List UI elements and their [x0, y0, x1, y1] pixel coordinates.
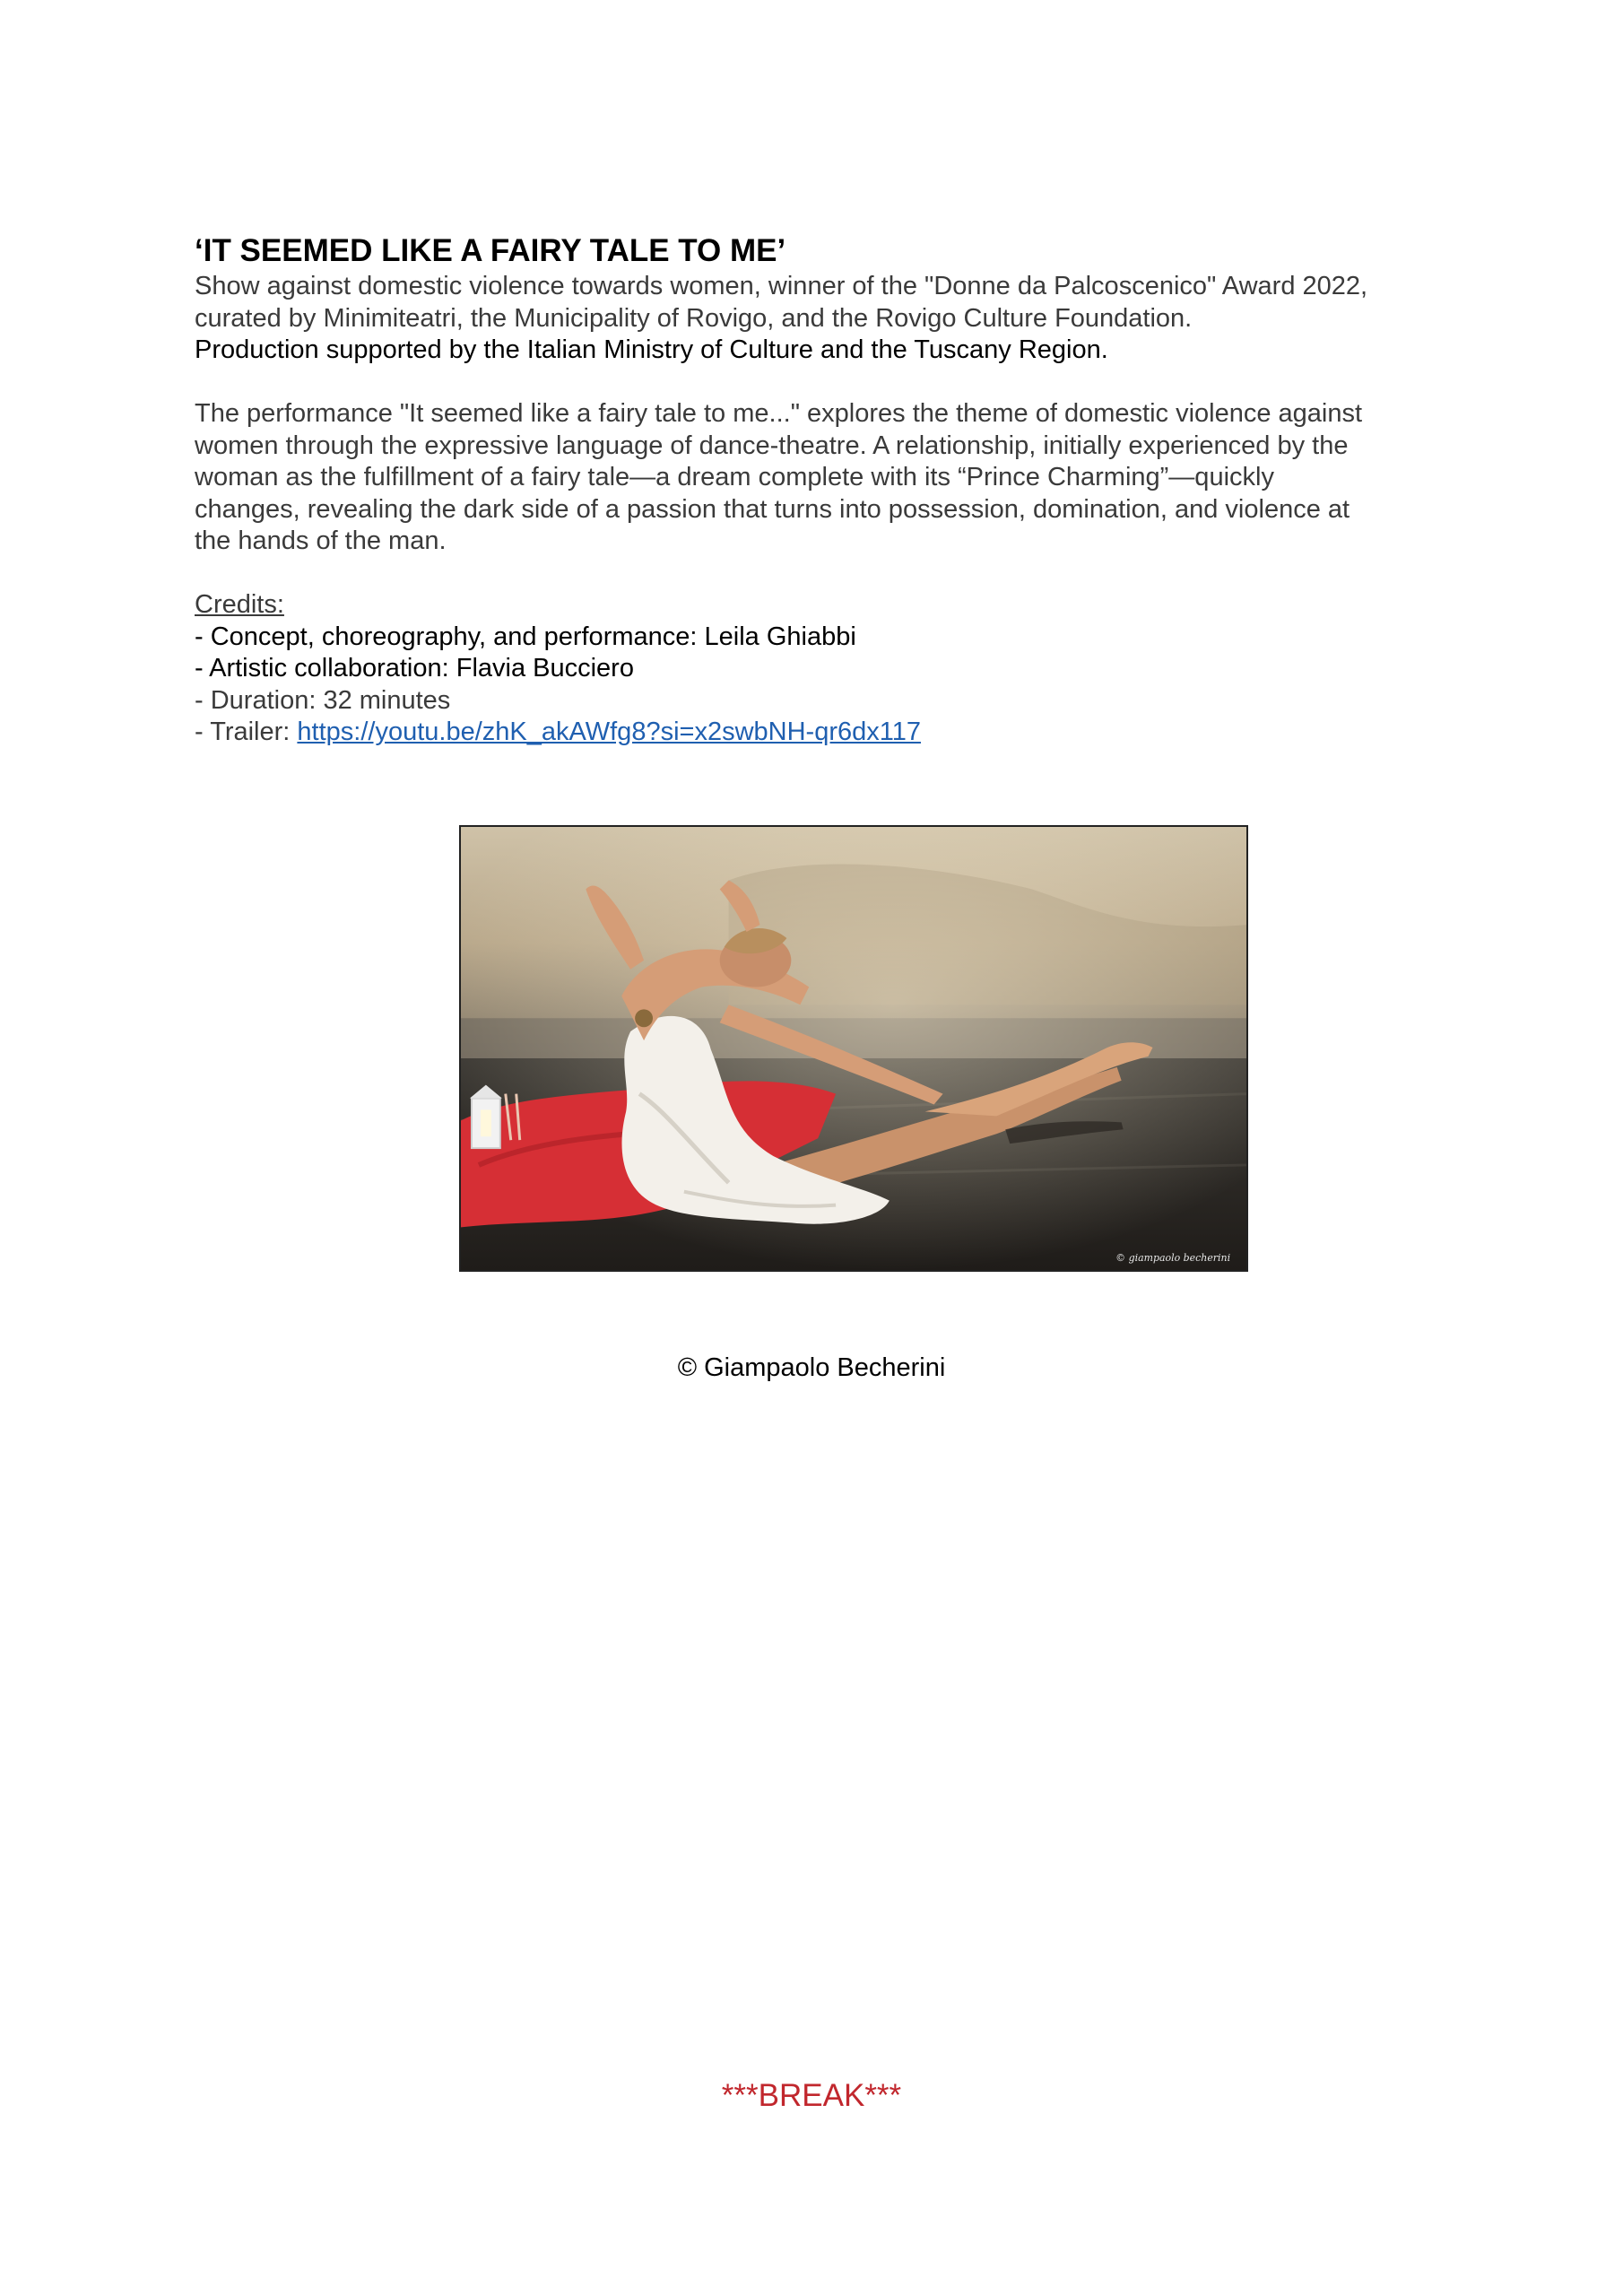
credit-trailer	[195, 717, 1450, 749]
production-note: Production supported by the Italian Ministry of Culture and the Tuscany Region.	[195, 335, 1108, 364]
trailer-link[interactable]: https://youtu.be/zhK_akAWfg8?si=x2swbNH-qr6dx117	[297, 718, 921, 746]
paragraph-gap	[195, 558, 1450, 590]
photo-watermark: © giampaolo becherini	[1115, 1252, 1231, 1265]
description-line-1: The performance "It seemed like a fairy tale to me..." explores the theme of domestic violence against	[195, 399, 1363, 428]
paragraph-gap	[195, 367, 1450, 399]
intro-line-1: Show against domestic violence towards women, winner of the "Donne da Palcoscenico" Award 2022,	[195, 272, 1368, 300]
credit-collaboration: - Artistic collaboration: Flavia Bucciero	[195, 654, 634, 683]
credit-concept: - Concept, choreography, and performance: Leila Ghiabbi	[195, 622, 856, 651]
break-marker: ***BREAK***	[721, 2078, 902, 2113]
description-line-2: women through the expressive language of dance-theatre. A relationship, initially experienced by the	[195, 430, 1349, 460]
description-line-5: the hands of the man.	[195, 526, 447, 555]
description-line-3: woman as the fulfillment of a fairy tale—a dream complete with its “Prince Charming”—quickly	[195, 463, 1274, 491]
page-title: ‘IT SEEMED LIKE A FAIRY TALE TO ME’	[195, 233, 786, 268]
dancer-photo-illustration	[461, 827, 1246, 1270]
performance-photo	[459, 825, 1248, 1272]
credit-duration: - Duration: 32 minutes	[195, 685, 451, 715]
description-line-4: changes, revealing the dark side of a passion that turns into possession, domination, and violence at	[195, 494, 1350, 524]
document-body	[195, 231, 1450, 749]
credits-heading: Credits:	[195, 590, 284, 619]
intro-line-2: curated by Minimiteatri, the Municipality of Rovigo, and the Rovigo Culture Foundation.	[195, 303, 1193, 333]
trailer-label: - Trailer:	[195, 718, 298, 746]
photo-caption: © Giampaolo Becherini	[677, 1353, 946, 1382]
